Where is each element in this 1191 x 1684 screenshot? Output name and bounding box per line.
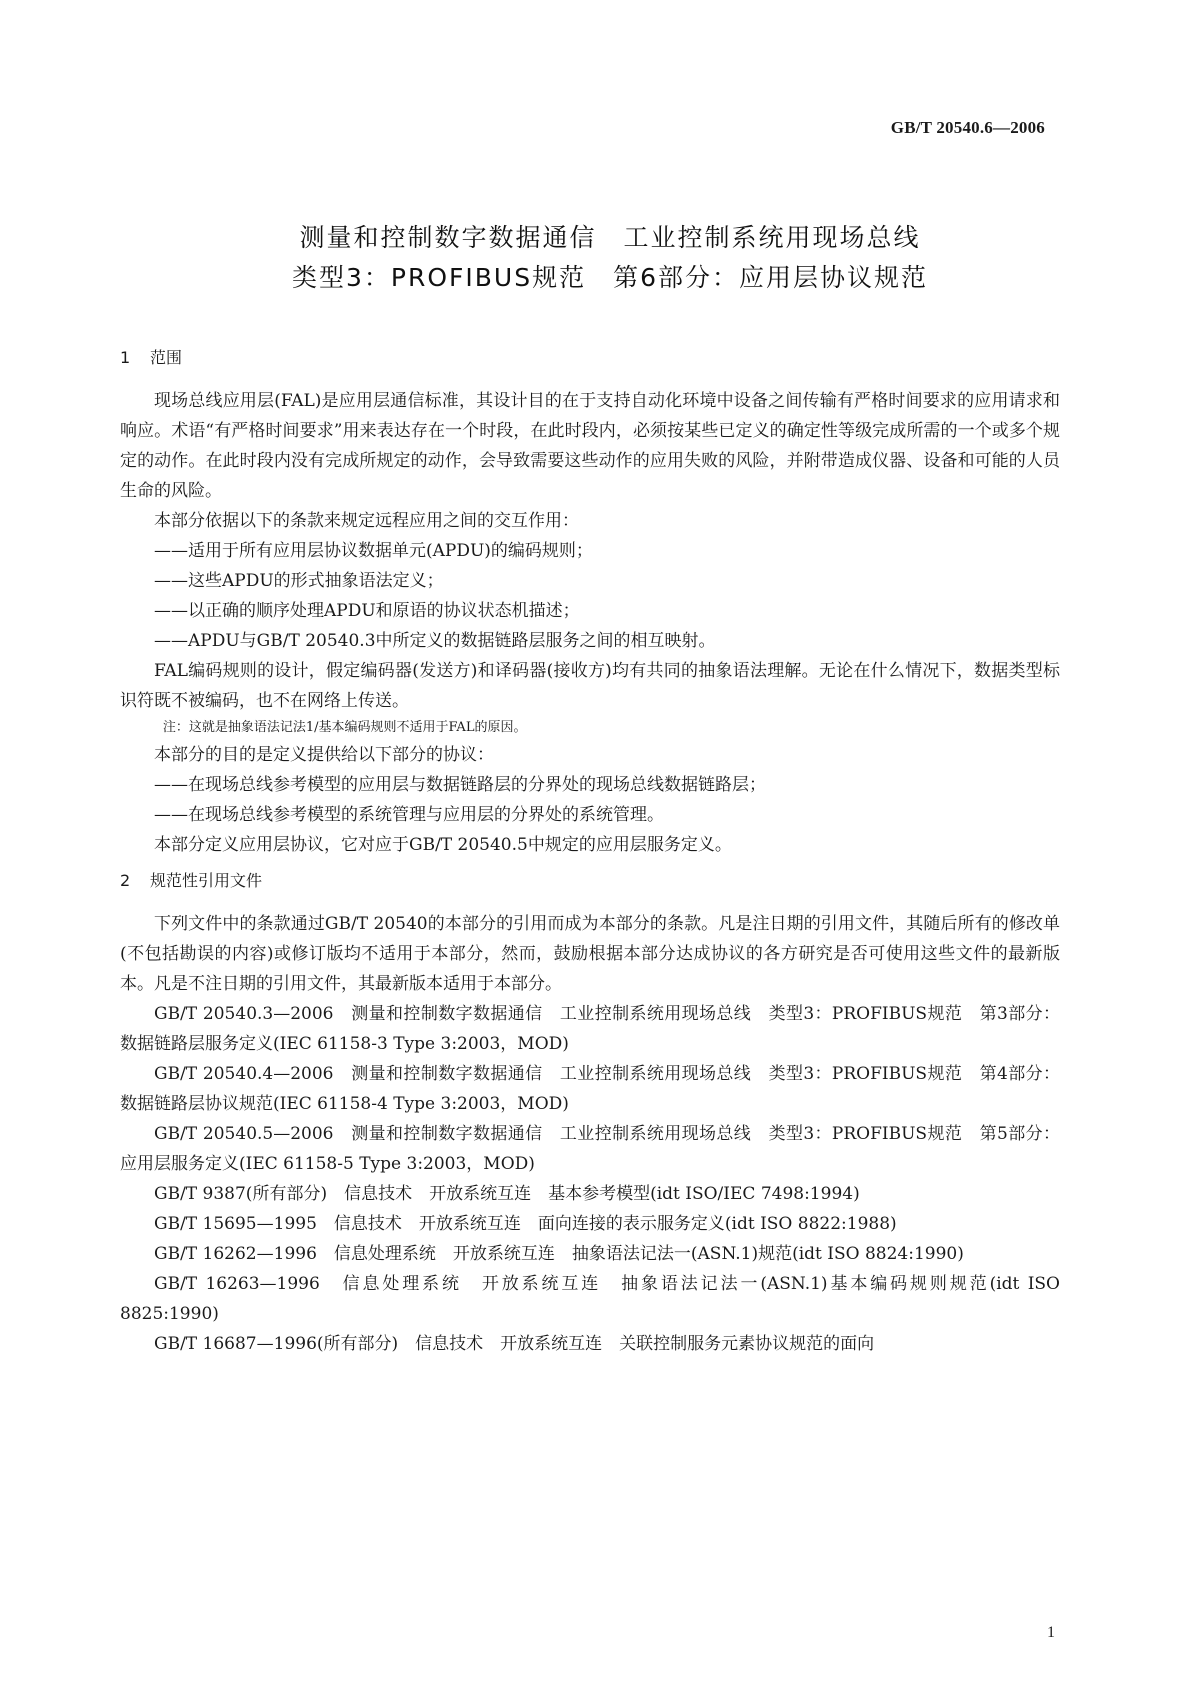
list-item: ——这些APDU的形式抽象语法定义； xyxy=(154,571,444,591)
document-title-line-1: 测量和控制数字数据通信 工业控制系统用现场总线 xyxy=(299,223,921,252)
section-2-number: 2 xyxy=(120,871,131,890)
reference-item: GB/T 15695—1995 信息技术 开放系统互连 面向连接的表示服务定义(idt ISO 8822:1988) xyxy=(154,1214,897,1234)
section-1-title: 范围 xyxy=(150,348,183,367)
paragraph: 现场总线应用层(FAL)是应用层通信标准，其设计目的在于支持自动化环境中设备之间传输有严格时间要求的应用请求和响应。术语“有严格时间要求”用来表达存在一个时段，在此时段内，必须按某些已定义的确定性等级完成所需的一个或多个规定的动作。在此时段内没有完成所规定的动作，会导致需要这些动作的应用失败的风险，并附带造成仪器、设备和可能的人员生命的风险。 xyxy=(120,391,1060,501)
document-code: GB/T 20540.6—2006 xyxy=(890,118,1045,137)
paragraph: 本部分依据以下的条款来规定远程应用之间的交互作用： xyxy=(154,511,579,531)
paragraph: FAL编码规则的设计，假定编码器(发送方)和译码器(接收方)均有共同的抽象语法理解。无论在什么情况下，数据类型标识符既不被编码，也不在网络上传送。 xyxy=(120,661,1060,711)
reference-item: GB/T 16262—1996 信息处理系统 开放系统互连 抽象语法记法一(ASN.1)规范(idt ISO 8824:1990) xyxy=(154,1244,964,1264)
note: 注：这就是抽象语法记法1/基本编码规则不适用于FAL的原因。 xyxy=(162,720,527,735)
section-1-number: 1 xyxy=(120,348,131,367)
reference-item: GB/T 9387(所有部分) 信息技术 开放系统互连 基本参考模型(idt ISO/IEC 7498:1994) xyxy=(154,1184,860,1204)
section-1-heading xyxy=(120,345,1060,371)
document-body xyxy=(120,345,1060,1359)
list-item: ——在现场总线参考模型的应用层与数据链路层的分界处的现场总线数据链路层； xyxy=(154,775,766,795)
page-number: 1 xyxy=(1047,1624,1055,1641)
reference-item: GB/T 16687—1996(所有部分) 信息技术 开放系统互连 关联控制服务元素协议规范的面向 xyxy=(154,1334,875,1354)
list-item: ——在现场总线参考模型的系统管理与应用层的分界处的系统管理。 xyxy=(154,805,664,825)
list-item: ——适用于所有应用层协议数据单元(APDU)的编码规则； xyxy=(154,541,593,561)
paragraph: 本部分的目的是定义提供给以下部分的协议： xyxy=(154,745,494,765)
document-title-line-2: 类型3：PROFIBUS规范 第6部分：应用层协议规范 xyxy=(291,263,928,292)
reference-item: GB/T 20540.5—2006 测量和控制数字数据通信 工业控制系统用现场总线 类型3：PROFIBUS规范 第5部分：应用层服务定义(IEC 61158-5 Type 3:2003，MOD) xyxy=(120,1124,1060,1174)
section-2-title: 规范性引用文件 xyxy=(150,871,263,890)
paragraph: 下列文件中的条款通过GB/T 20540的本部分的引用而成为本部分的条款。凡是注日期的引用文件，其随后所有的修改单(不包括勘误的内容)或修订版均不适用于本部分，然而，鼓励根据本部分达成协议的各方研究是否可使用这些文件的最新版本。凡是不注日期的引用文件，其最新版本适用于本部分。 xyxy=(120,914,1060,994)
paragraph: 本部分定义应用层协议，它对应于GB/T 20540.5中规定的应用层服务定义。 xyxy=(154,835,732,855)
reference-item: GB/T 16263—1996 信息处理系统 开放系统互连 抽象语法记法一(ASN.1)基本编码规则规范(idt ISO 8825:1990) xyxy=(120,1274,1060,1324)
reference-item: GB/T 20540.3—2006 测量和控制数字数据通信 工业控制系统用现场总线 类型3：PROFIBUS规范 第3部分：数据链路层服务定义(IEC 61158-3 Type 3:2003，MOD) xyxy=(120,1004,1060,1054)
list-item: ——以正确的顺序处理APDU和原语的协议状态机描述； xyxy=(154,601,580,621)
section-2-heading xyxy=(120,868,1060,894)
reference-item: GB/T 20540.4—2006 测量和控制数字数据通信 工业控制系统用现场总线 类型3：PROFIBUS规范 第4部分：数据链路层协议规范(IEC 61158-4 Type 3:2003，MOD) xyxy=(120,1064,1060,1114)
list-item: ——APDU与GB/T 20540.3中所定义的数据链路层服务之间的相互映射。 xyxy=(154,631,716,651)
